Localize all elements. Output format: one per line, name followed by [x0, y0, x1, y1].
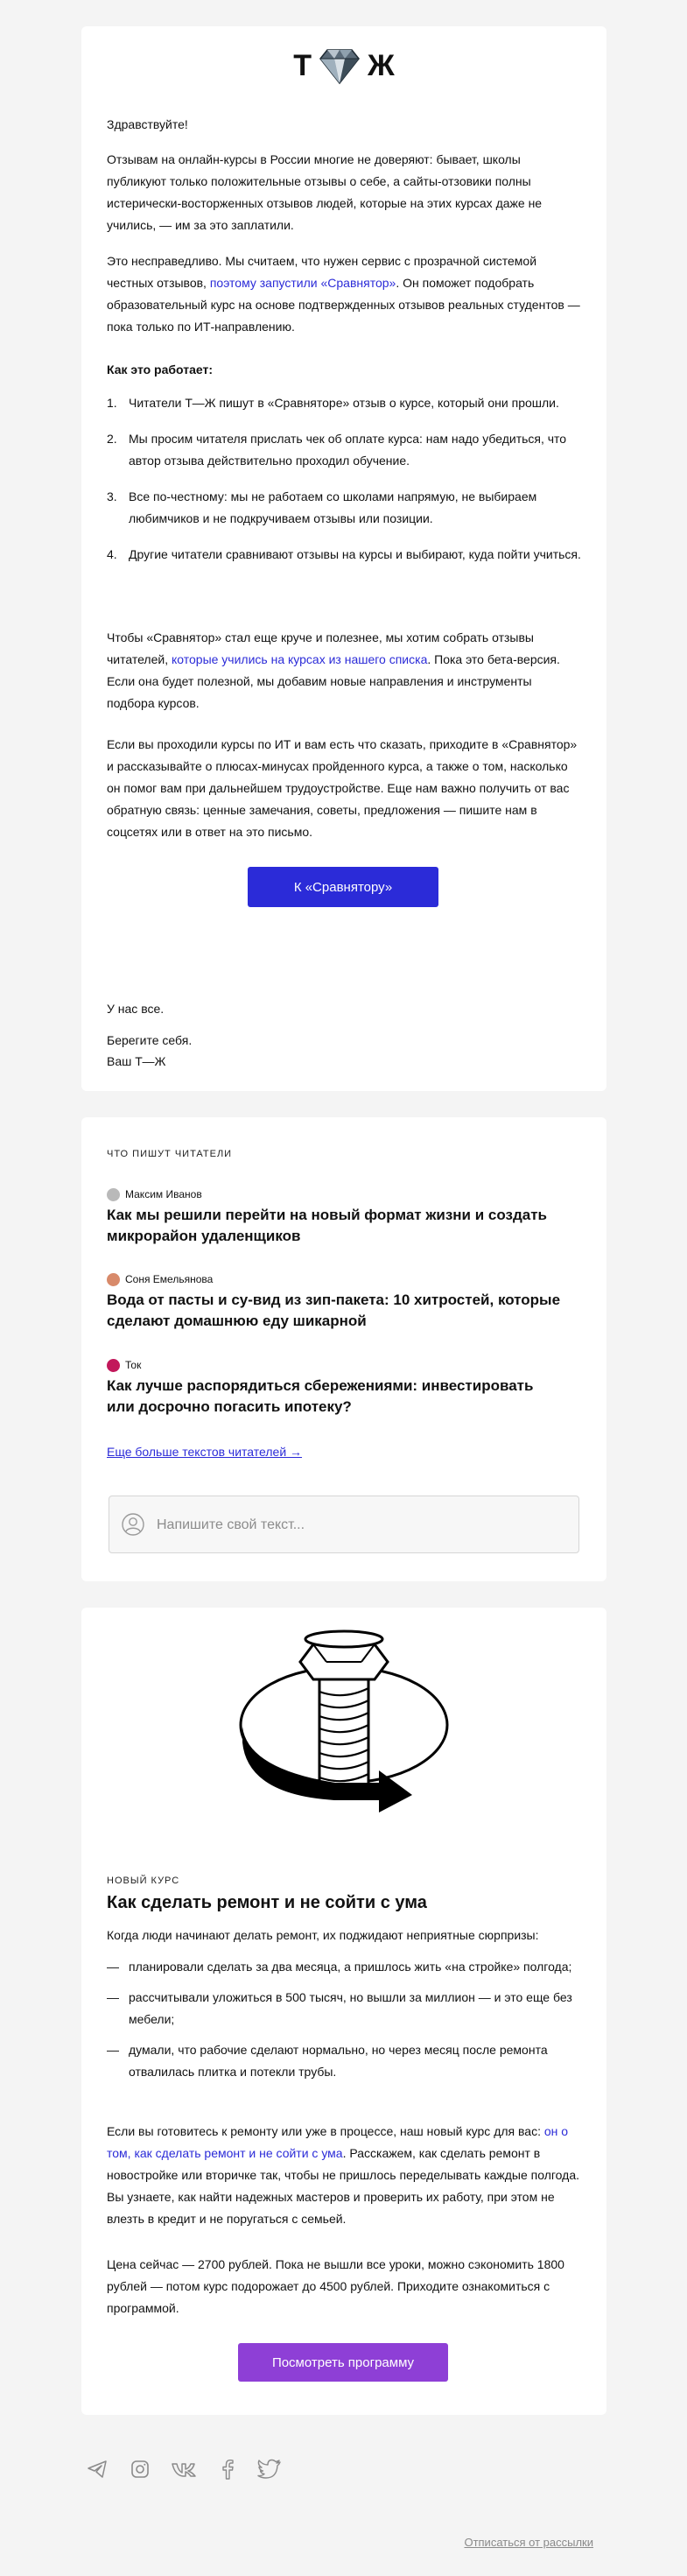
telegram-icon[interactable]	[87, 2459, 108, 2487]
surprise-item: — рассчитывали уложиться в 500 тысяч, но вышли за миллион — и это еще без мебели;	[107, 1990, 572, 2026]
service-paragraph	[107, 250, 581, 338]
sravnyator-button[interactable]: К «Сравнятору»	[248, 867, 438, 907]
article-title[interactable]: Как мы решили перейти на новый формат жизни и создать микрорайон удаленщиков	[107, 1207, 547, 1244]
letter-card	[81, 26, 606, 1091]
avatar	[107, 1188, 120, 1201]
bolt-illustration	[239, 1629, 449, 1812]
invite-paragraph: Если вы проходили курсы по ИТ и вам есть что сказать, приходите в «Сравнятор» и рассказывайте о плюсах-минусах пройденного курса, а также о том, насколько он помог вам при дальнейшем трудоустройстве. Еще нам важно получить от вас обратную связь: ценные замечания, советы, предложения — пишите нам в соцсетях или в ответ на это письмо.	[107, 737, 578, 839]
course-paragraph: Если вы готовитесь к ремонту или уже в процессе, наш новый курс для вас: он о том, как сделать ремонт и не сойти с ума. Расскажем, как сделать ремонт в новостройке или вторичке так, чтобы не пришлось переделывать каждые полгода. Вы узнаете, как найти надежных мастеров и проверить их работу, при этом не влезть в кредит и не поругаться с семьей.	[107, 2124, 579, 2226]
article-author: Максим Иванов	[107, 1184, 202, 1206]
instagram-icon[interactable]	[130, 2459, 151, 2487]
surprise-item: — планировали сделать за два месяца, а пришлось жить «на стройке» полгода;	[107, 1960, 572, 1974]
course-link[interactable]: он о том, как сделать ремонт и не сойти с ума	[107, 2124, 569, 2160]
unsubscribe-link[interactable]: Отписаться от рассылки	[464, 2536, 593, 2549]
course-label: НОВЫЙ КУРС	[107, 1876, 180, 1886]
course-title: Как сделать ремонт и не сойти с ума	[107, 1893, 427, 1912]
surprise-item: — думали, что рабочие сделают нормально, но через месяц после ремонта отвалилась плитка и потекли трубы.	[107, 2043, 548, 2079]
step-item: 4. Другие читатели сравнивают отзывы на курсы и выбирают, куда пойти учиться.	[107, 547, 581, 561]
avatar	[107, 1359, 120, 1372]
article-author: Соня Емельянова	[107, 1269, 213, 1291]
article-title[interactable]: Вода от пасты и су-вид из зип-пакета: 10 хитростей, которые сделают домашнюю еду шикарной	[107, 1292, 561, 1329]
service-text-pre: Это несправедливо. Мы считаем, что нужен сервис с прозрачной системой честных отзывов,	[107, 254, 537, 290]
vk-icon[interactable]	[171, 2459, 197, 2487]
article-title[interactable]: Как лучше распорядиться сбережениями: инвестировать или досрочно погасить ипотеку?	[107, 1377, 534, 1415]
avatar	[107, 1273, 120, 1286]
steps-list	[107, 392, 584, 566]
bye-text: Берегите себя.	[107, 1033, 193, 1047]
view-program-button[interactable]: Посмотреть программу	[238, 2343, 448, 2382]
surprises-list	[107, 1956, 584, 2083]
readers-card	[81, 1117, 606, 1581]
collect-reviews-paragraph: Чтобы «Сравнятор» стал еще круче и полезнее, мы хотим собрать отзывы читателей, которые учились на курсах из нашего списка. Пока это бета-версия. Если она будет полезной, мы добавим новые направления и инструменты подбора курсов.	[107, 630, 560, 710]
how-it-works-heading: Как это работает:	[107, 362, 214, 377]
diamond-icon	[319, 46, 361, 85]
facebook-icon[interactable]	[219, 2459, 236, 2487]
user-icon	[122, 1513, 144, 1536]
write-text-placeholder: Напишите свой текст...	[157, 1517, 305, 1532]
outro-text: У нас все.	[107, 1002, 165, 1016]
twitter-icon[interactable]	[257, 2459, 282, 2487]
course-list-link[interactable]: которые учились на курсах из нашего списка	[171, 652, 428, 666]
course-card	[81, 1608, 606, 2415]
step-item: 3. Все по-честному: мы не работаем со школами напрямую, не выбираем любимчиков и не подкручиваем отзывы или позиции.	[107, 489, 537, 525]
article-author: Ток	[107, 1355, 141, 1376]
logo-letter-left: Т	[293, 49, 312, 82]
course-intro: Когда люди начинают делать ремонт, их поджидают неприятные сюрпризы:	[107, 1928, 539, 1942]
readers-heading: ЧТО ПИШУТ ЧИТАТЕЛИ	[107, 1149, 233, 1159]
service-text-post: . Он поможет подобрать образовательный курс на основе подтвержденных отзывов реальных студентов — пока только по ИТ-направлению.	[107, 276, 580, 334]
intro-paragraph: Отзывам на онлайн-курсы в России многие не доверяют: бывает, школы публикуют только положительные отзывы о себе, а сайты-отзовики полны истерически-восторженных отзывов людей, которые на этих курсах даже не учились, — им за это заплатили.	[107, 152, 543, 232]
step-item: 1. Читатели Т—Ж пишут в «Сравняторе» отзыв о курсе, который они прошли.	[107, 396, 559, 410]
sravnyator-link[interactable]: поэтому запустили «Сравнятор»	[209, 276, 396, 290]
more-texts-link[interactable]: Еще больше текстов читателей →	[107, 1445, 303, 1459]
logo-letter-right: Ж	[368, 49, 395, 82]
greeting: Здравствуйте!	[107, 117, 188, 131]
write-text-box[interactable]	[109, 1496, 579, 1553]
brand-logo[interactable]	[267, 46, 421, 86]
course-price: Цена сейчас — 2700 рублей. Пока не вышли все уроки, можно сэкономить 1800 рублей — потом курс подорожает до 4500 рублей. Приходите ознакомиться с программой.	[107, 2257, 564, 2315]
signature-text: Ваш Т—Ж	[107, 1054, 166, 1068]
step-item: 2. Мы просим читателя прислать чек об оплате курса: нам надо убедиться, что автор отзыва действительно проходил обучение.	[107, 432, 567, 468]
